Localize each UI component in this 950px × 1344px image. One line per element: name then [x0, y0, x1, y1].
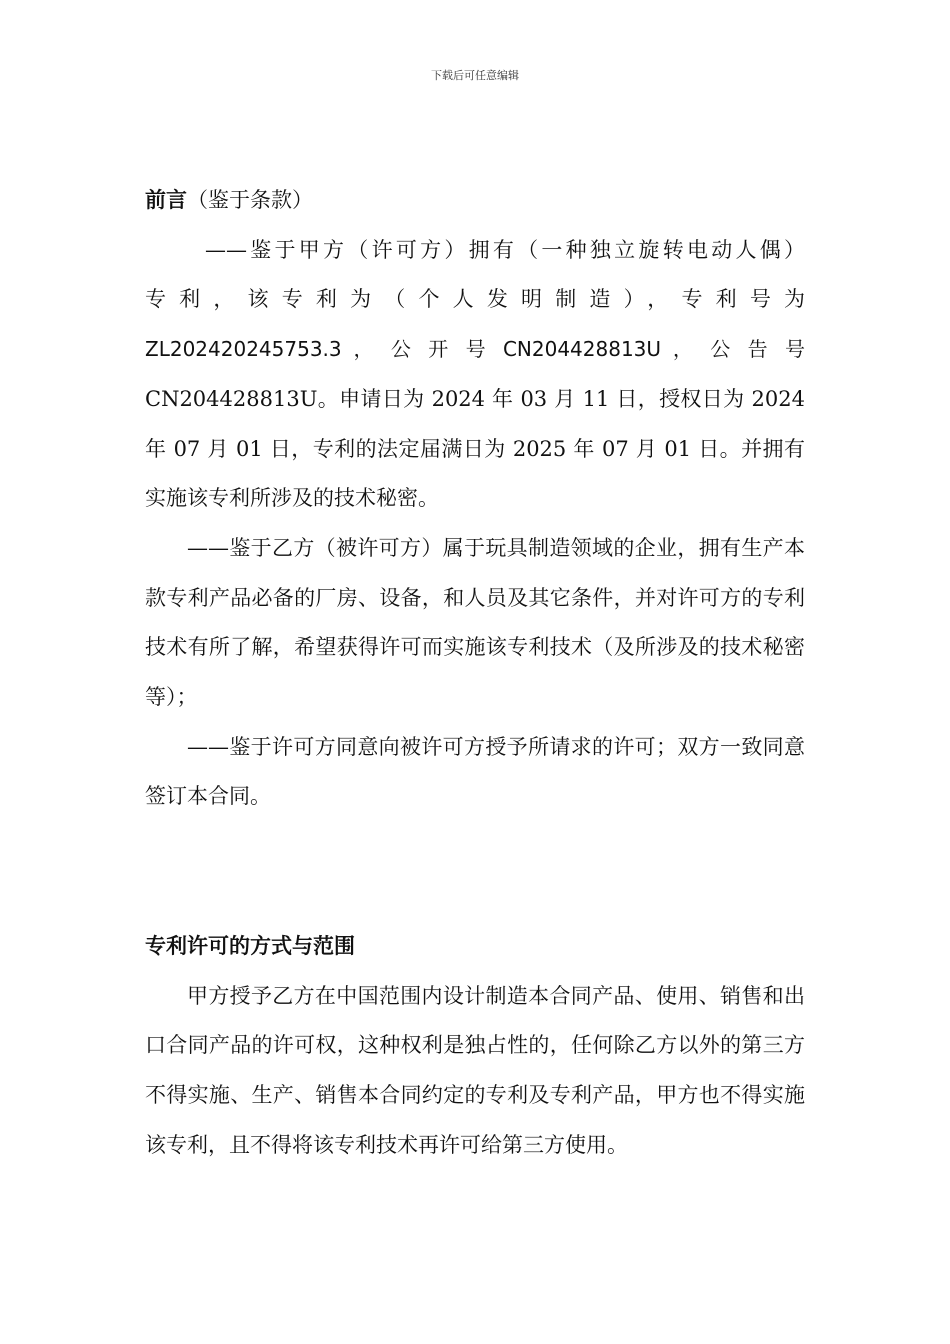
- scope-section: [145, 922, 805, 1171]
- preface-p1-line1: ——鉴于甲方（许可方）拥有（一种独立旋转电动人偶）: [205, 237, 805, 262]
- preface-paragraph-1: [145, 226, 805, 524]
- preface-section: [145, 176, 805, 822]
- header-note: 下载后可任意编辑: [431, 69, 519, 82]
- preface-paragraph-2: ——鉴于乙方（被许可方）属于玩具制造领域的企业，拥有生产本款专利产品必备的厂房、设备，和人员及其它条件，并对许可方的专利技术有所了解，希望获得许可而实施该专利技术（及所涉及的技术秘密等）；: [145, 535, 805, 710]
- scope-title: 专利许可的方式与范围: [145, 934, 355, 958]
- preface-p1-rest: CN204428813U。申请日为 2024 年 03 月 11 日，授权日为 2024 年 07 月 01 日，专利的法定届满日为 2025 年 07 月 01 日。并拥有实施该专利所涉及的技术秘密。: [145, 386, 805, 511]
- scope-paragraph-1: 甲方授予乙方在中国范围内设计制造本合同产品、使用、销售和出口合同产品的许可权，这种权利是独占性的，任何除乙方以外的第三方不得实施、生产、销售本合同约定的专利及专利产品，甲方也不得实施该专利，且不得将该专利技术再许可给第三方使用。: [145, 983, 805, 1157]
- preface-subtitle: （鉴于条款）: [187, 188, 313, 212]
- preface-heading: [145, 176, 805, 226]
- preface-paragraph-3: ——鉴于许可方同意向被许可方授予所请求的许可；双方一致同意签订本合同。: [145, 734, 805, 809]
- preface-title: 前言: [145, 188, 187, 212]
- preface-p1-line3: ZL202420245753.3 ， 公 开 号 CN204428813U ， 公 告 号: [145, 337, 805, 362]
- preface-p1-line2: 专利，该专利为（个人发明制造），专利号为: [145, 287, 805, 312]
